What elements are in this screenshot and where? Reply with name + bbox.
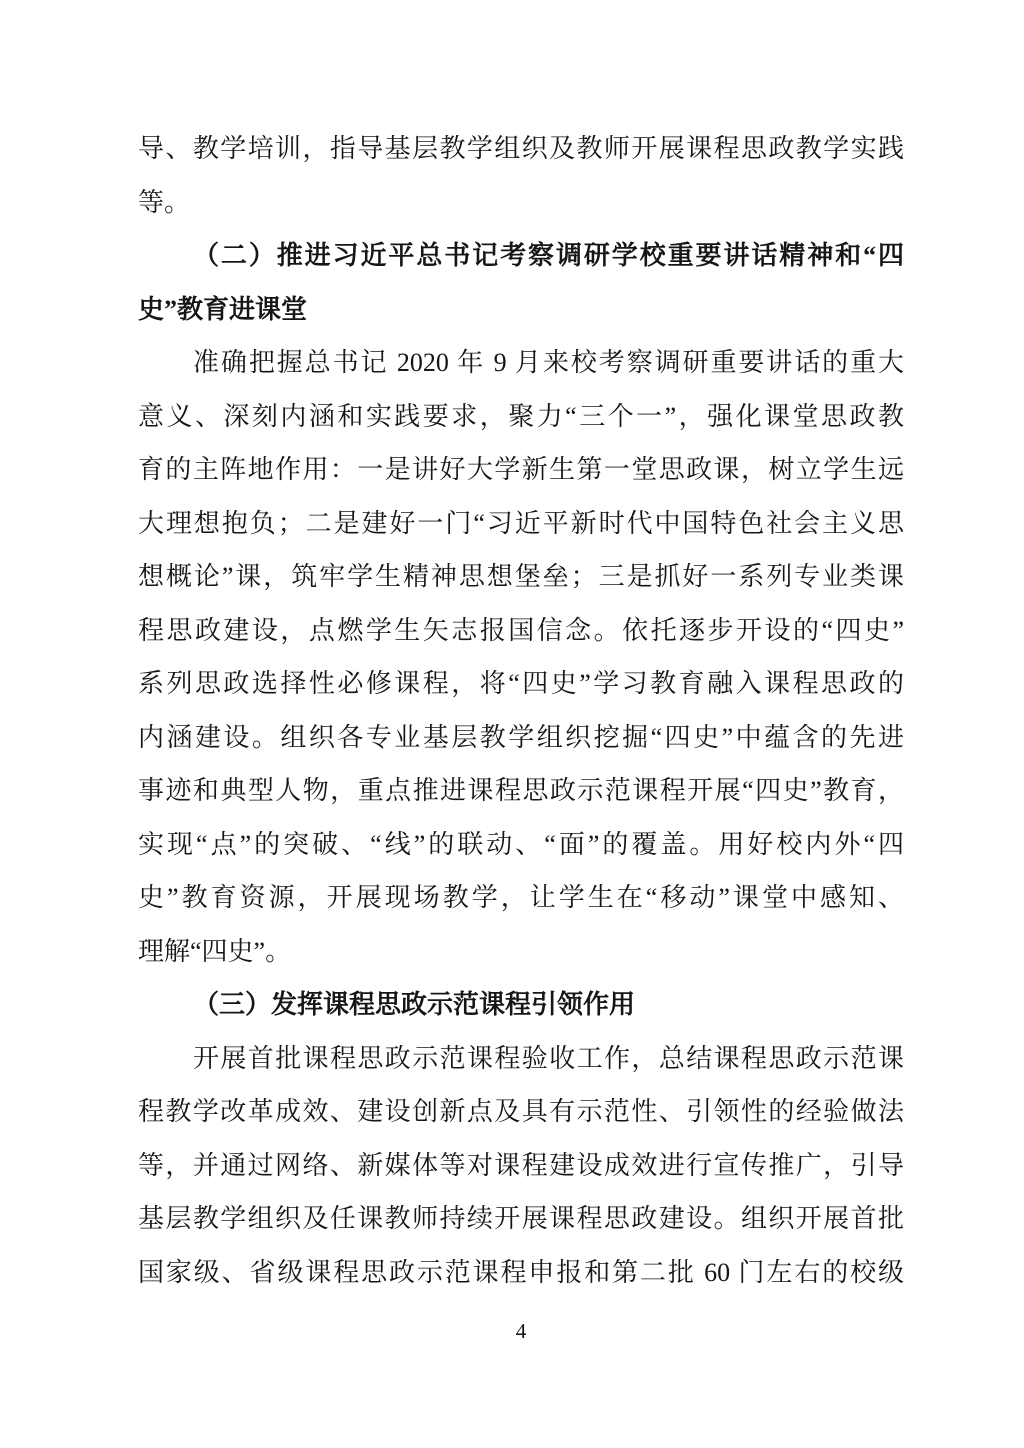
body-text-line: 等，并通过网络、新媒体等对课程建设成效进行宣传推广，引导: [138, 1150, 904, 1180]
body-text-line: 准确把握总书记 2020 年 9 月来校考察调研重要讲话的重大: [193, 348, 904, 377]
text-column: [138, 122, 904, 1299]
body-text-line: 导、教学培训，指导基层教学组织及教师开展课程思政教学实践: [138, 134, 904, 163]
section-heading-line: 史”教育进课堂: [138, 294, 308, 324]
section-heading-line: （二）推进习近平总书记考察调研学校重要讲话精神和“四: [193, 241, 904, 270]
body-text-line: 史”教育资源，开展现场教学，让学生在“移动”课堂中感知、: [138, 883, 904, 912]
page-number: 4: [515, 1319, 527, 1343]
body-text-line: 意义、深刻内涵和实践要求，聚力“三个一”，强化课堂思政教: [138, 401, 904, 431]
section-heading-line: （三）发挥课程思政示范课程引领作用: [193, 990, 636, 1019]
body-text-line: 程教学改革成效、建设创新点及具有示范性、引领性的经验做法: [138, 1097, 904, 1126]
body-text-line: 基层教学组织及任课教师持续开展课程思政建设。组织开展首批: [138, 1204, 904, 1233]
body-text-line: 国家级、省级课程思政示范课程申报和第二批 60 门左右的校级: [138, 1257, 904, 1287]
body-text-line: 大理想抱负；二是建好一门“习近平新时代中国特色社会主义思: [138, 508, 904, 538]
body-text-line: 系列思政选择性必修课程，将“四史”学习教育融入课程思政的: [138, 669, 904, 698]
body-text-line: 内涵建设。组织各专业基层教学组织挖掘“四史”中蕴含的先进: [138, 722, 904, 752]
body-text-line: 程思政建设，点燃学生矢志报国信念。依托逐步开设的“四史”: [138, 615, 904, 645]
body-text-line: 实现“点”的突破、“线”的联动、“面”的覆盖。用好校内外“四: [138, 829, 904, 859]
body-text-line: 事迹和典型人物，重点推进课程思政示范课程开展“四史”教育，: [138, 776, 904, 805]
body-text-line: 育的主阵地作用：一是讲好大学新生第一堂思政课，树立学生远: [138, 455, 904, 484]
body-text-line: 理解“四史”。: [138, 936, 292, 966]
body-text-line: 开展首批课程思政示范课程验收工作，总结课程思政示范课: [193, 1043, 904, 1073]
body-text-line: 想概论”课，筑牢学生精神思想堡垒；三是抓好一系列专业类课: [138, 562, 904, 591]
body-text-line: 等。: [138, 187, 191, 217]
